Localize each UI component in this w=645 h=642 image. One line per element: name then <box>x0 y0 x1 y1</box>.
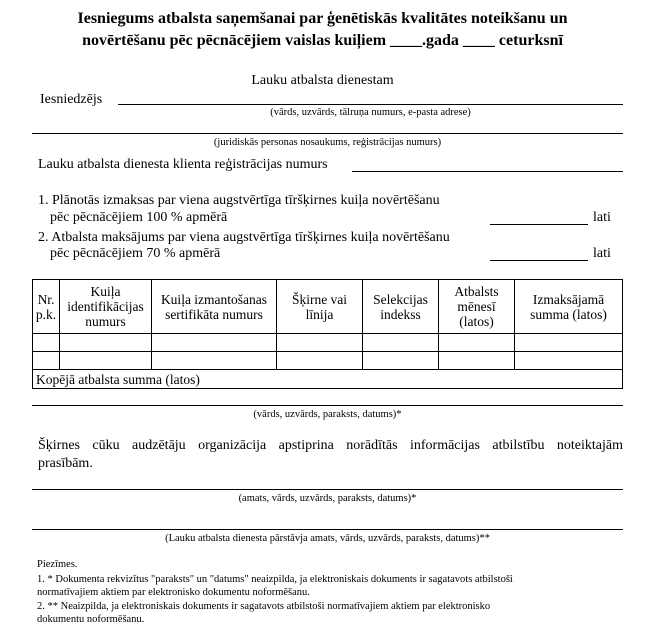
signature3-line[interactable] <box>32 529 623 530</box>
table-cell[interactable] <box>33 334 60 352</box>
note2-line1: 2. ** Neaizpilda, ja elektroniskais dokuments ir sagatavots atbilstoši normatīvajiem aktiem par elektronisko <box>37 601 491 612</box>
table-header-row <box>33 280 623 334</box>
table-cell[interactable] <box>439 334 515 352</box>
table-cell[interactable] <box>277 334 363 352</box>
legal-entity-hint: (juridiskās personas nosaukums, reģistrācijas numurs) <box>213 137 442 148</box>
cost1-unit: lati <box>593 210 611 225</box>
table-cell[interactable] <box>439 352 515 370</box>
cost2-line1: 2. Atbalsta maksājums par viena augstvērtīga tīršķirnes kuiļa novērtēšanu <box>38 230 450 245</box>
cost2-line2: pēc pēcnācējiem 70 % apmērā <box>50 246 221 261</box>
applicant-label: Iesniedzējs <box>40 92 103 107</box>
applicant-name-line[interactable] <box>118 104 623 105</box>
signature1-line[interactable] <box>32 405 623 406</box>
note1-line2: normatīvajiem aktiem par elektronisko dokumentu noformēšanu. <box>37 587 310 598</box>
cost2-amount-line[interactable] <box>490 260 588 261</box>
col-header-certificate: Kuiļa izmantošanas sertifikāta numurs <box>152 280 277 334</box>
cost1-line1: 1. Plānotās izmaksas par viena augstvērtīga tīršķirnes kuiļa novērtēšanu <box>38 193 440 208</box>
document-title-line1: Iesniegums atbalsta saņemšanai par ģenētiskās kvalitātes noteikšanu un <box>77 10 568 27</box>
legal-entity-line[interactable] <box>32 133 623 134</box>
col-header-selection-index: Selekcijas indekss <box>363 280 439 334</box>
table-cell[interactable] <box>152 352 277 370</box>
table-cell[interactable] <box>60 334 152 352</box>
table-cell[interactable] <box>363 334 439 352</box>
cost1-amount-line[interactable] <box>490 224 588 225</box>
cost1-line2: pēc pēcnācējiem 100 % apmērā <box>50 210 228 225</box>
cost2-unit: lati <box>593 246 611 261</box>
signature1-hint: (vārds, uzvārds, paraksts, datums)* <box>253 409 402 420</box>
signature2-hint: (amats, vārds, uzvārds, paraksts, datums)* <box>238 493 417 504</box>
signature2-line[interactable] <box>32 489 623 490</box>
col-header-payable-sum: Izmaksājamā summa (latos) <box>515 280 623 334</box>
note2-line2: dokumentu noformēšanu. <box>37 614 145 625</box>
confirmation-line1: Šķirnes cūku audzētāju organizācija apstiprina norādītās informācijas atbilstību noteiktajām <box>38 438 623 453</box>
signature3-hint: (Lauku atbalsta dienesta pārstāvja amats, vārds, uzvārds, paraksts, datums)** <box>165 533 490 544</box>
client-reg-line[interactable] <box>352 171 623 172</box>
table-cell[interactable] <box>152 334 277 352</box>
total-label: Kopējā atbalsta summa (latos) <box>33 370 623 389</box>
document-title-line2: novērtēšanu pēc pēcnācējiem vaislas kuiļiem ____.gada ____ ceturksnī <box>82 32 563 49</box>
applicant-hint: (vārds, uzvārds, tālruņa numurs, e-pasta adrese) <box>270 107 471 118</box>
table-cell[interactable] <box>33 352 60 370</box>
confirmation-line2: prasībām. <box>38 456 93 471</box>
table-row <box>33 352 623 370</box>
table-total-row <box>33 370 623 389</box>
note1-line1: 1. * Dokumenta rekvizītus "paraksts" un "datums" neaizpilda, ja elektroniskais dokuments ir sagatavots atbilstoši <box>37 574 513 585</box>
table-cell[interactable] <box>515 352 623 370</box>
table-row <box>33 334 623 352</box>
table-cell[interactable] <box>60 352 152 370</box>
notes-heading: Piezīmes. <box>37 559 78 570</box>
table-cell[interactable] <box>277 352 363 370</box>
support-table <box>32 279 623 389</box>
col-header-boar-id: Kuiļa identifikācijas numurs <box>60 280 152 334</box>
col-header-nr: Nr. p.k. <box>33 280 60 334</box>
col-header-monthly-support: Atbalsts mēnesī (latos) <box>439 280 515 334</box>
table-cell[interactable] <box>515 334 623 352</box>
client-reg-label: Lauku atbalsta dienesta klienta reģistrācijas numurs <box>38 157 328 172</box>
recipient: Lauku atbalsta dienestam <box>251 73 394 88</box>
table-cell[interactable] <box>363 352 439 370</box>
col-header-breed: Šķirne vai līnija <box>277 280 363 334</box>
